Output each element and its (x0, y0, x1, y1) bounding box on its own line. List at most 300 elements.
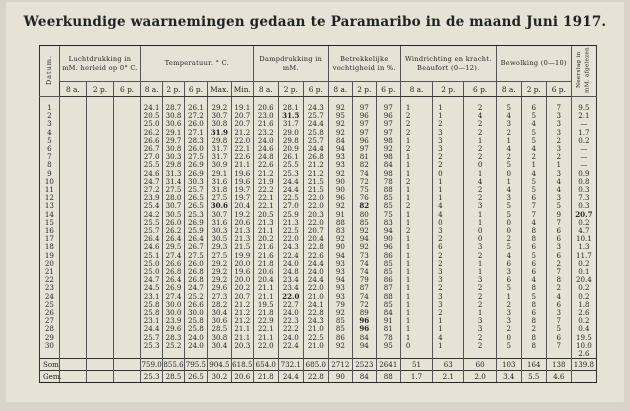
table-cell: 25.8 (143, 308, 160, 318)
table-cell: 96 (335, 193, 345, 203)
table-cell: 30.3 (165, 152, 182, 162)
table-cell: 24.8 (282, 267, 299, 277)
day-number: 29 (44, 332, 54, 342)
table-cell: 3 (556, 193, 562, 203)
table-cell: 3 (506, 308, 512, 318)
gem-value: 2.1 (433, 371, 464, 383)
table-cell: 22.5 (282, 226, 299, 236)
day-number: 20 (44, 258, 54, 268)
table-cell: 2 (405, 119, 411, 129)
table-cell: 22.0 (282, 234, 299, 244)
table-cell: 96 (383, 111, 393, 121)
table-cell: 1 (405, 299, 411, 309)
table-cell: 4 (438, 209, 443, 219)
table-cell: 1 (556, 160, 562, 170)
table-cell: 92 (383, 144, 393, 154)
table-cell: 22.4 (282, 250, 299, 260)
table-cell: 7 (556, 316, 562, 326)
table-cell: 2 (556, 135, 562, 145)
table-cell: 3 (556, 308, 562, 318)
table-cell: 78 (383, 176, 393, 186)
table-cell: 20.4 (576, 275, 592, 285)
table-cell: 2.1 (578, 111, 590, 121)
table-cell: 2 (438, 283, 443, 293)
table-cell: 29.2 (211, 258, 228, 268)
table-cell: 94 (335, 250, 345, 260)
table-cell: 2 (556, 258, 562, 268)
table-cell: 1 (405, 291, 411, 301)
table-cell: 22.5 (307, 332, 324, 342)
table-cell: 22.0 (307, 193, 324, 203)
table-cell: 3 (556, 111, 562, 121)
table-cell: 21.1 (234, 160, 251, 170)
vocht-2p-column (352, 97, 376, 359)
table-cell: 10.1 (576, 234, 592, 244)
day-number: 19 (44, 250, 54, 260)
table-cell: 74 (359, 258, 369, 268)
table-cell: 27.5 (188, 152, 204, 162)
table-cell: 85 (335, 324, 345, 334)
table-cell: 26.7 (143, 144, 160, 154)
table-cell: 19.7 (234, 193, 251, 203)
table-cell: 28.7 (165, 103, 182, 112)
sub-header: 8 a. (496, 82, 521, 97)
table-cell: 26.2 (143, 127, 160, 137)
table-cell: 3 (438, 226, 443, 236)
table-cell: 6 (556, 250, 562, 260)
table-cell: 3 (438, 299, 443, 309)
table-cell: 24.7 (188, 283, 204, 293)
table-cell: 24.6 (143, 242, 160, 252)
table-cell: 0.3 (578, 201, 590, 211)
table-cell: 3 (506, 193, 512, 203)
table-cell: 91 (335, 209, 345, 219)
table-cell: 24.4 (307, 119, 324, 129)
table-cell: 94 (359, 340, 369, 350)
table-cell: 21.3 (234, 226, 251, 236)
sub-header: 6 p. (184, 82, 207, 97)
neerslag-header: Neerslag in mM. afgelezen (571, 46, 596, 97)
table-cell: 22.6 (234, 152, 251, 162)
table-cell: 24.4 (282, 185, 299, 195)
table-cell: 4 (531, 168, 537, 178)
table-cell: 94 (335, 144, 345, 154)
table-cell: 81 (359, 152, 369, 162)
day-number: 5 (47, 135, 52, 145)
table-cell: 25.8 (188, 324, 204, 334)
table-cell: 1 (477, 135, 483, 145)
table-cell: 1 (405, 160, 411, 170)
table-cell: 2 (477, 103, 483, 112)
gem-value: 3.4 (496, 371, 521, 383)
table-cell: 96 (359, 316, 370, 326)
table-cell: 26.7 (188, 242, 204, 252)
day-number: 11 (44, 185, 54, 195)
gem-value: 26.5 (184, 371, 207, 383)
table-cell: 97 (383, 127, 393, 137)
table-cell: 28.3 (188, 135, 204, 145)
gem-value: 20.6 (231, 371, 253, 383)
table-cell: 87 (383, 283, 393, 293)
day-number: 25 (44, 299, 54, 309)
table-cell: 3 (506, 267, 512, 277)
gem-value: 28.5 (163, 371, 185, 383)
table-cell: 28.1 (282, 103, 299, 112)
table-cell: 1 (477, 308, 483, 318)
sub-header: Max. (207, 82, 231, 97)
table-cell: 27.0 (282, 201, 299, 211)
table-cell: 2 (405, 226, 411, 236)
table-cell: 85 (359, 217, 369, 227)
table-cell: 19.2 (234, 209, 251, 219)
table-cell: 0.2 (578, 291, 590, 301)
table-cell: 92 (335, 119, 345, 129)
table-cell: 19.5 (257, 299, 274, 309)
day-number: 28 (44, 324, 54, 334)
table-cell: 26.9 (165, 283, 182, 293)
table-cell: 2 (556, 152, 562, 162)
table-cell: 22.0 (234, 135, 251, 145)
table-cell: 23.1 (143, 316, 160, 326)
table-cell: 3 (438, 267, 443, 277)
table-cell: 25.8 (307, 127, 324, 137)
table-cell: 24.3 (307, 103, 324, 112)
table-cell: 29.1 (165, 127, 182, 137)
table-cell: 4 (531, 217, 537, 227)
som-value: 63 (433, 359, 464, 371)
sub-header: 8 a. (59, 82, 86, 97)
table-cell: 8 (531, 316, 537, 326)
table-cell: 22.8 (307, 308, 324, 318)
table-cell: 25.1 (143, 250, 160, 260)
table-cell: 94 (359, 234, 369, 244)
som-value: 139.8 (571, 359, 596, 371)
table-cell: 2 (477, 119, 483, 129)
table-cell: 76 (359, 193, 369, 203)
table-cell: 95 (335, 111, 345, 121)
day-number: 13 (44, 201, 54, 211)
table-cell: 85 (383, 267, 393, 277)
table-cell: 26.8 (188, 267, 204, 277)
table-cell: 22.7 (282, 299, 299, 309)
table-cell: 26.0 (188, 119, 204, 129)
table-cell: 21.6 (257, 242, 274, 252)
table-cell: 24.1 (307, 299, 324, 309)
table-cell: 0 (506, 332, 512, 342)
table-cell: 74 (359, 168, 369, 178)
table-cell: 1 (438, 193, 443, 203)
table-cell: 6 (556, 234, 562, 244)
table-cell: 7.3 (578, 193, 590, 203)
table-cell: 21.1 (234, 324, 251, 334)
table-cell: 8 (556, 275, 562, 285)
table-cell: 31.7 (282, 119, 299, 129)
table-cell: 22.1 (257, 324, 274, 334)
table-cell: 30.0 (188, 308, 204, 318)
table-cell: 6 (531, 258, 537, 268)
table-cell: 75 (383, 209, 393, 219)
wind-8a-column (400, 97, 432, 359)
table-cell: 29.5 (165, 242, 182, 252)
table-cell: 30.7 (211, 111, 228, 121)
table-cell: 4 (506, 144, 512, 154)
table-cell: 29.8 (165, 160, 182, 170)
table-cell: 26.4 (188, 234, 204, 244)
table-cell: 74 (359, 291, 369, 301)
table-cell: 1 (405, 242, 411, 252)
table-cell: 2 (438, 160, 443, 170)
table-cell: 6 (531, 267, 537, 277)
table-cell: 23.9 (165, 316, 182, 326)
table-cell: 0.1 (578, 267, 590, 277)
table-cell: 2 (506, 152, 512, 162)
table-cell: 24.6 (257, 144, 274, 154)
table-cell: 1 (405, 168, 411, 178)
table-cell: 8 (531, 340, 537, 350)
table-cell: 5 (531, 127, 537, 137)
som-value: 51 (400, 359, 432, 371)
table-cell: — (580, 160, 588, 170)
table-cell: 84 (383, 160, 393, 170)
table-cell: 29.8 (211, 135, 228, 145)
table-cell: 20.6 (257, 267, 274, 277)
table-cell: 1.3 (578, 242, 590, 252)
table-cell: 31.9 (210, 127, 228, 137)
table-cell: 7 (556, 217, 562, 227)
table-cell: 1 (477, 209, 483, 219)
table-cell: 1 (438, 176, 443, 186)
table-cell: 0 (506, 217, 512, 227)
som-value: 904.5 (209, 359, 230, 369)
table-cell: 95 (383, 340, 393, 350)
table-cell: 5 (506, 242, 512, 252)
luchtdrukking-2p-column (86, 97, 113, 359)
table-cell: 25.5 (282, 160, 299, 170)
table-cell: 78 (383, 332, 393, 342)
table-cell: 24.0 (188, 340, 204, 350)
table-cell: 98 (383, 135, 393, 145)
table-cell: 25.2 (188, 291, 204, 301)
table-cell: — (580, 119, 588, 129)
table-cell: 31.4 (165, 176, 182, 186)
table-cell: 31.7 (211, 144, 228, 154)
table-cell: 22.0 (307, 217, 324, 227)
table-cell: 22.2 (257, 185, 274, 195)
table-cell: 2 (405, 201, 411, 211)
day-number: 21 (44, 267, 54, 277)
table-cell: 1.8 (578, 299, 590, 309)
sub-header: Min. (231, 82, 253, 97)
gem-value: 30.2 (207, 371, 231, 383)
table-cell: 4 (438, 201, 443, 211)
table-cell: 86 (383, 250, 393, 260)
table-cell: 23.9 (143, 193, 160, 203)
table-cell: 26.1 (188, 103, 204, 112)
damp-6p-column (303, 97, 328, 359)
day-number: 7 (47, 152, 52, 162)
table-cell: 31.6 (211, 217, 228, 227)
table-cell: 8 (531, 234, 537, 244)
table-cell: 8 (531, 299, 537, 309)
table-cell: 24.5 (143, 283, 160, 293)
day-number: 30 (44, 340, 54, 350)
table-cell: 2 (438, 258, 443, 268)
table-cell: 4 (506, 111, 512, 121)
table-cell: 21.8 (257, 308, 274, 318)
table-cell: 26.4 (165, 234, 182, 244)
som-value (59, 359, 86, 371)
table-cell: 72 (359, 299, 369, 309)
day-number: 3 (47, 119, 52, 129)
table-cell: 0 (506, 226, 512, 236)
table-cell: 1 (405, 308, 411, 318)
table-cell: 26.9 (188, 217, 204, 227)
table-cell: 97 (383, 119, 393, 129)
table-cell: 23.4 (282, 275, 299, 285)
table-cell: 30.0 (165, 308, 182, 318)
sub-header: 6 p. (303, 82, 328, 97)
table-cell: 5 (506, 103, 512, 112)
table-cell: 26.9 (188, 168, 204, 178)
table-cell: 1 (405, 258, 411, 268)
table-cell: 21.2 (234, 299, 251, 309)
datum-header: Datum. (40, 46, 60, 97)
table-cell: 28.5 (211, 324, 228, 334)
table-cell: 26.2 (165, 226, 182, 236)
table-cell: 24.4 (307, 144, 324, 154)
table-cell: 20.7 (234, 291, 251, 301)
table-cell: 21.8 (257, 258, 274, 268)
table-cell: 24.0 (307, 267, 324, 277)
table-cell: 26.0 (165, 217, 182, 227)
table-cell: 0 (506, 168, 512, 178)
table-cell: 22.9 (257, 316, 274, 326)
sub-header: 2 p. (521, 82, 546, 97)
table-cell: 82 (359, 201, 370, 211)
table-cell: 92 (359, 226, 369, 236)
table-cell: 21.6 (257, 119, 274, 129)
sub-header: 8 a. (141, 82, 163, 97)
table-cell: 24.0 (282, 332, 299, 342)
table-cell: 0 (405, 340, 411, 350)
table-cell: 22.0 (282, 291, 300, 301)
table-cell: 21.2 (234, 127, 251, 137)
table-cell: 25.9 (282, 209, 299, 219)
table-cell: 22.3 (282, 316, 299, 326)
table-cell: 27.5 (211, 193, 228, 203)
table-cell: 6 (531, 308, 537, 318)
table-cell: 7 (531, 201, 537, 211)
table-cell: 1 (405, 103, 411, 112)
table-cell: 85 (383, 193, 393, 203)
page (6, 2, 624, 402)
table-cell: 29.7 (165, 135, 182, 145)
table-cell: 8 (531, 332, 537, 342)
gem-value: 2.0 (464, 371, 496, 383)
table-cell: 1 (405, 250, 411, 260)
table-cell: 3 (438, 127, 443, 137)
table-cell: 80 (359, 209, 369, 219)
table-cell: 24.2 (143, 209, 160, 219)
table-cell: 28.2 (211, 299, 228, 309)
sub-header: 6 p. (376, 82, 400, 97)
table-cell: 0.2 (578, 316, 590, 326)
table-cell: 1 (405, 135, 411, 145)
table-cell: 22.6 (257, 160, 274, 170)
table-cell: 84 (335, 135, 345, 145)
table-cell: 30.7 (165, 201, 182, 211)
table-cell: 27.2 (143, 185, 160, 195)
table-cell: 30.6 (210, 201, 228, 211)
table-cell: 2 (506, 127, 512, 137)
table-cell: 79 (335, 299, 345, 309)
sub-header: 2 p. (86, 82, 113, 97)
table-cell: 2 (477, 283, 483, 293)
table-cell: 0.2 (578, 135, 590, 145)
table-cell: 29.3 (211, 242, 228, 252)
table-cell: 27.2 (188, 111, 204, 121)
table-cell: 29.2 (211, 275, 228, 285)
gem-value: 4.6 (546, 371, 571, 383)
table-cell: 25.7 (188, 185, 204, 195)
som-value: 759.0 (141, 359, 162, 369)
table-cell: 1 (405, 152, 411, 162)
vocht-6p-column (376, 97, 400, 359)
table-cell: 92 (359, 242, 369, 252)
table-cell: 2 (477, 250, 483, 260)
table-cell: — (580, 152, 588, 162)
gem-value: 25.3 (141, 371, 163, 383)
gem-value (114, 371, 141, 383)
damp-8a-column (253, 97, 278, 359)
wind-2p-column (433, 97, 464, 359)
table-cell: 25.2 (165, 340, 182, 350)
table-cell: 21.6 (257, 250, 274, 260)
temp-6p-column (184, 97, 207, 359)
table-cell: 1 (405, 332, 411, 342)
table-cell: 83 (383, 217, 393, 227)
table-cell: 2 (405, 111, 411, 121)
bewolking-header: Bewolking (0—10) (496, 46, 571, 82)
table-cell: 20.3 (307, 209, 324, 219)
table-cell: 29.6 (165, 324, 182, 334)
table-cell: 6 (556, 299, 562, 309)
table-cell: 1 (438, 324, 443, 334)
table-cell: 6 (506, 275, 512, 285)
table-cell: 3 (556, 144, 562, 154)
table-cell: 21.3 (234, 234, 251, 244)
table-cell: 90 (335, 176, 345, 186)
table-cell: 86 (335, 332, 345, 342)
table-cell: 0.2 (578, 217, 590, 227)
table-cell: 5 (506, 160, 512, 170)
table-cell: 25.8 (188, 316, 204, 326)
temp-max-column (207, 97, 231, 359)
table-cell: 1 (438, 111, 443, 121)
table-cell: 1.7 (578, 127, 590, 137)
table-cell: 20.4 (234, 201, 251, 211)
temp-2p-column (163, 97, 185, 359)
table-cell: 6 (506, 258, 512, 268)
table-cell: 26.9 (188, 160, 204, 170)
neerslag-column (571, 97, 596, 359)
table-cell: 73 (359, 250, 369, 260)
bewolking-6p-column (546, 97, 571, 359)
table-cell: 1 (405, 275, 411, 285)
table-cell: 21.0 (307, 340, 324, 350)
day-number: 10 (44, 176, 54, 186)
table-cell: 4.7 (578, 226, 590, 236)
